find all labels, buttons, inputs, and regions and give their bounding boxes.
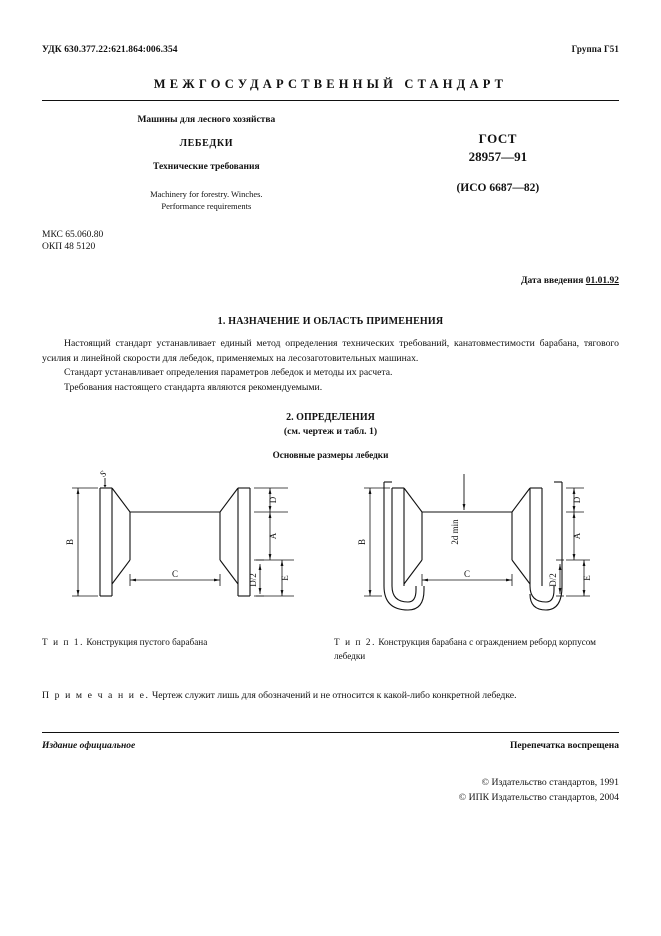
dimension-label-e: E [280, 575, 290, 582]
udk-code: УДК 630.377.22:621.864:006.354 [42, 45, 178, 55]
dimension-label-b: B [65, 539, 75, 546]
figure-group-title: Основные размеры лебедки [272, 450, 389, 461]
dimension-label-d-half: D/2 [248, 573, 258, 588]
figure-2-caption-text: Конструкция барабана с ограждением реборд корпусом лебедки [334, 637, 596, 661]
drum-diagram-type-1 [42, 468, 327, 628]
section1-paragraph-1: Настоящий стандарт устанавливает единый метод определения технических требований, канатовместимости барабана, тягового усилия и линейной скорости для лебедок, применяемых на лесозаготовительных машинах. [42, 338, 619, 364]
title-block [42, 115, 619, 213]
mks-code: МКС 65.060.80 [42, 229, 104, 240]
document-subtitle: Машины для лесного хозяйства [137, 115, 276, 125]
english-title-line2: Performance requirements [161, 201, 252, 212]
dimension-label-a: A [268, 533, 278, 540]
figure-1-type-label: Т и п 1. [42, 637, 85, 648]
okp-code: ОКП 48 5120 [42, 242, 96, 253]
figure-1-caption-text: Конструкция пустого барабана [86, 637, 208, 648]
header-row [42, 44, 619, 55]
standard-banner: МЕЖГОСУДАРСТВЕННЫЙ СТАНДАРТ [153, 77, 508, 91]
figure-note [42, 689, 619, 704]
classification-codes [42, 229, 619, 255]
dimension-label-e: E [582, 575, 592, 582]
note-label: П р и м е ч а н и е. [42, 690, 150, 702]
dimension-label-b: B [357, 539, 367, 546]
drum-diagram-type-2 [334, 468, 619, 628]
footer-left: Издание официальное [42, 740, 136, 751]
introduction-date-value: 01.01.92 [585, 276, 619, 287]
figure-2-type-label: Т и п 2. [334, 637, 377, 648]
document-requirements: Технические требования [153, 162, 260, 172]
document-title: ЛЕБЕДКИ [179, 138, 234, 149]
dimension-label-2d-min: 2d min [450, 519, 460, 546]
dimension-label-d-half: D/2 [548, 573, 558, 588]
section1-body [42, 337, 619, 395]
figure-type-1 [42, 468, 327, 663]
footer-row [42, 741, 619, 751]
english-title-line1: Machinery for forestry. Winches. [150, 189, 263, 199]
divider-top [42, 100, 619, 101]
figure-type-2 [334, 468, 619, 663]
section1-heading: 1. НАЗНАЧЕНИЕ И ОБЛАСТЬ ПРИМЕНЕНИЯ [217, 316, 444, 328]
dimension-label-c: C [463, 569, 471, 580]
dimension-label-d: D [268, 497, 278, 504]
introduction-date [42, 276, 619, 286]
dimension-label-d: D [572, 497, 582, 504]
dimension-label-c: C [171, 569, 179, 580]
introduction-date-label: Дата введения [520, 276, 584, 287]
figure-group [42, 468, 619, 663]
section2-heading: 2. ОПРЕДЕЛЕНИЯ [286, 412, 375, 424]
group-code: Группа Г51 [571, 44, 619, 54]
gost-label: ГОСТ [478, 131, 517, 146]
copyright-line-1: © Издательство стандартов, 1991 [481, 776, 619, 788]
section2-subheading: (см. чертеж и табл. 1) [283, 426, 378, 438]
figure-2-caption [334, 636, 619, 663]
title-right [377, 115, 619, 213]
dimension-label-a: A [572, 533, 582, 540]
footer-right: Перепечатка воспрещена [509, 740, 619, 751]
note-text: Чертеж служит лишь для обозначений и не относится к какой-либо конкретной лебедке. [149, 690, 517, 702]
figure-1-caption [42, 636, 327, 649]
iso-reference: (ИСО 6687—82) [456, 182, 540, 194]
copyright-block [42, 775, 619, 806]
title-left [42, 115, 377, 213]
gost-number: 28957—91 [468, 149, 528, 164]
section1-paragraph-3: Требования настоящего стандарта являются рекомендуемыми. [64, 381, 323, 393]
divider-footer [42, 732, 619, 733]
section1-paragraph-2: Стандарт устанавливает определения параметров лебедок и методы их расчета. [64, 367, 393, 379]
dimension-label-s: S [97, 468, 109, 480]
copyright-line-2: © ИПК Издательство стандартов, 2004 [458, 792, 619, 804]
